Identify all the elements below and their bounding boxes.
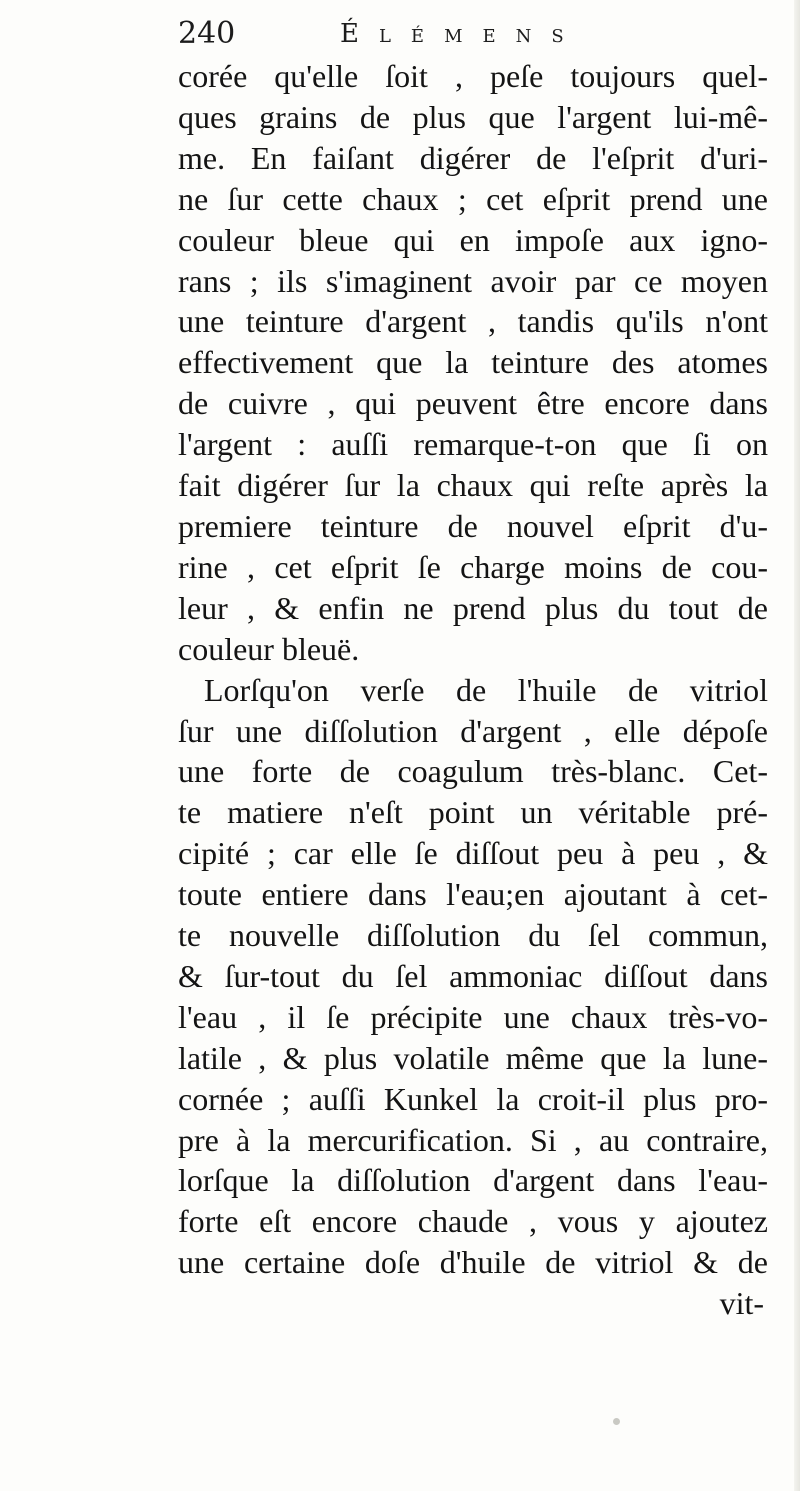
text-line: fait digérer ſur la chaux qui reſte après la [178, 467, 768, 504]
text-line: te matiere n'eſt point un véritable pré- [178, 794, 768, 831]
ink-spot [613, 1418, 620, 1425]
text-line: lorſque la diſſolution d'argent dans l'eau- [178, 1162, 768, 1199]
text-line: premiere teinture de nouvel eſprit d'u- [178, 507, 768, 544]
text-line: de cuivre , qui peuvent être encore dans [178, 385, 768, 422]
text-line: rine , cet eſprit ſe charge moins de cou- [178, 548, 768, 585]
paragraph-1 [178, 56, 768, 670]
text-line: une certaine doſe d'huile de vitriol & de [178, 1244, 768, 1281]
text-line: leur , & enfin ne prend plus du tout de [178, 589, 768, 626]
text-line: corée qu'elle ſoit , peſe toujours quel- [178, 58, 768, 94]
text-line: ne ſur cette chaux ; cet eſprit prend une [178, 180, 768, 217]
text-line: Lorſqu'on verſe de l'huile de vitriol [204, 671, 768, 708]
paragraph-2 [178, 670, 768, 1284]
text-line: me. En faiſant digérer de l'eſprit d'uri- [178, 139, 768, 176]
running-head [178, 14, 648, 54]
text-line: une teinture d'argent , tandis qu'ils n'ont [178, 303, 768, 340]
text-line: une forte de coagulum très-blanc. Cet- [178, 753, 768, 790]
page-number: 240 [178, 16, 236, 51]
text-line: cornée ; auſſi Kunkel la croit-il plus pro- [178, 1080, 768, 1117]
text-line: l'eau , il ſe précipite une chaux très-vo- [178, 998, 768, 1035]
text-line: latile , & plus volatile même que la lune- [178, 1039, 768, 1076]
text-line: & ſur-tout du ſel ammoniac diſſout dans [178, 957, 768, 994]
text-line: cipité ; car elle ſe diſſout peu à peu , & [178, 835, 768, 872]
page-edge [794, 0, 800, 1491]
text-line: rans ; ils s'imaginent avoir par ce moyen [178, 262, 768, 299]
text-line: effectivement que la teinture des atomes [178, 344, 768, 381]
text-line: forte eſt encore chaude , vous y ajoutez [178, 1203, 768, 1240]
running-title: Élémens [340, 19, 584, 49]
body-text [178, 56, 768, 1324]
text-line: pre à la mercurification. Si , au contraire, [178, 1121, 768, 1158]
text-line: couleur bleuë. [178, 630, 360, 667]
catchword: vit- [719, 1285, 764, 1322]
text-line: ques grains de plus que l'argent lui-mê- [178, 98, 768, 135]
text-line: ſur une diſſolution d'argent , elle dépoſe [178, 712, 768, 749]
text-line: l'argent : auſſi remarque-t-on que ſi on [178, 426, 768, 463]
text-line: toute entiere dans l'eau;en ajoutant à cet- [178, 876, 768, 913]
text-line: te nouvelle diſſolution du ſel commun, [178, 917, 768, 954]
text-line: couleur bleue qui en impoſe aux igno- [178, 221, 768, 258]
